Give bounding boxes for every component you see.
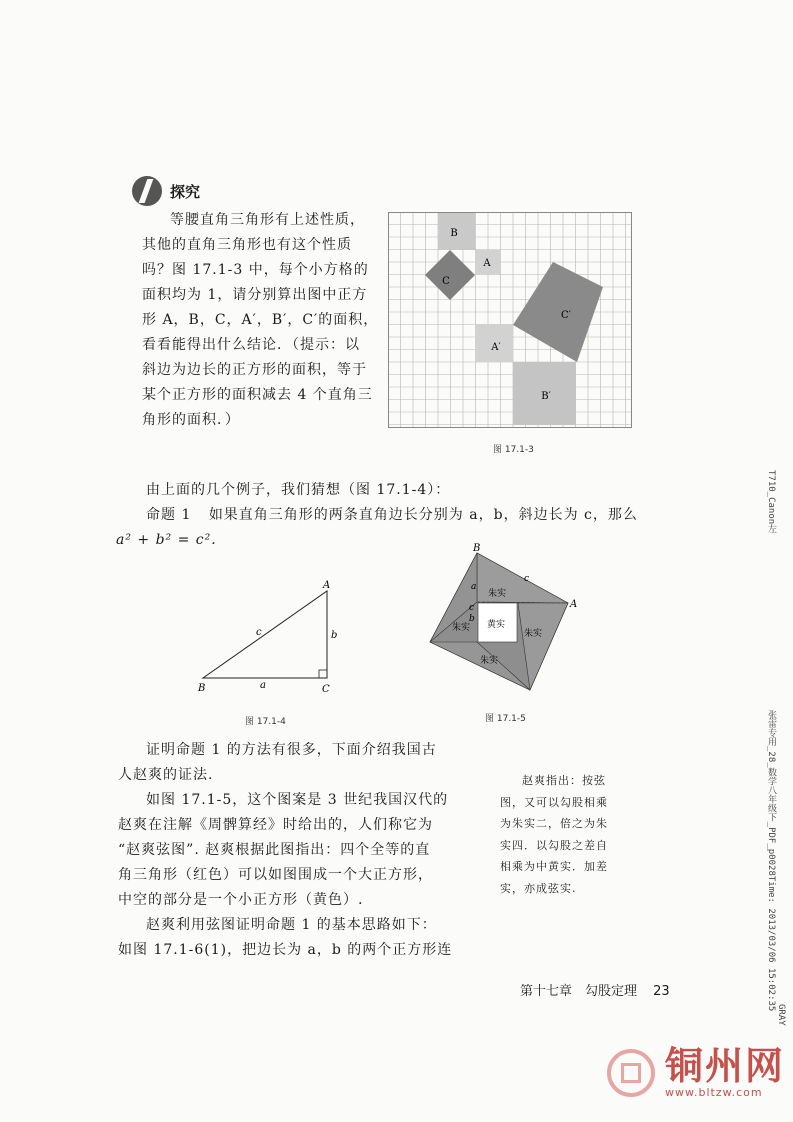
side-note-line: 实四．以勾股之差自 xyxy=(500,838,608,852)
square-C xyxy=(425,250,475,300)
side-note-line: 赵爽指出：按弦 xyxy=(522,774,606,787)
label-C: C xyxy=(442,276,450,287)
side-a: a xyxy=(471,582,477,592)
figure-17-1-4 xyxy=(190,575,350,700)
paragraph-3-line: 赵爽利用弦图证明命题 1 的基本思路如下： xyxy=(146,917,437,933)
figure-17-1-5-caption: 图 17.1-5 xyxy=(485,714,526,724)
grid-border xyxy=(389,213,632,428)
section-header xyxy=(132,176,200,206)
paragraph-2-line: 角三角形（红色）可以如图围成一个大正方形， xyxy=(118,867,433,883)
square-C-prime xyxy=(513,262,603,362)
zhushi-2: 朱实 xyxy=(524,629,543,639)
label-A-prime: A′ xyxy=(491,342,501,353)
proof-intro-line: 证明命题 1 的方法有很多，下面介绍我国古 xyxy=(146,742,437,758)
explore-line: 等腰直角三角形有上述性质， xyxy=(170,212,365,228)
page-number: 23 xyxy=(653,984,670,999)
side-b: b xyxy=(331,630,338,641)
paragraph-2-line: 如图 17.1-5，这个图案是 3 世纪我国汉代的 xyxy=(146,792,449,808)
side-note xyxy=(500,770,635,899)
paragraph-2-line: 中空的部分是一个小正方形（黄色）. xyxy=(118,892,364,908)
label-A: A xyxy=(483,258,491,269)
proof-intro xyxy=(118,738,498,788)
side-note-line: 为朱实二，倍之为朱 xyxy=(500,817,608,830)
explore-paragraph xyxy=(142,208,392,433)
side-a: a xyxy=(260,680,266,691)
zhushi-4: 朱实 xyxy=(452,623,471,633)
explore-line: 面积均为 1，请分别算出图中正方 xyxy=(142,287,368,303)
watermark-logo-icon xyxy=(607,1049,655,1097)
figure-17-1-3 xyxy=(388,212,632,428)
vertex-B: B xyxy=(473,543,481,554)
figure-17-1-4-caption: 图 17.1-4 xyxy=(245,717,286,727)
proposition-label: 命题 1 xyxy=(146,507,192,523)
explore-line: 形 A，B，C，A′，B′，C′的面积， xyxy=(142,312,379,328)
watermark xyxy=(607,1046,785,1099)
scanner-stamp: T710_Canon左 xyxy=(766,470,776,534)
paragraph-3 xyxy=(118,913,508,963)
side-note-line: 相乘为中黄实．加差 xyxy=(500,860,608,873)
paragraph-2-line: 赵爽在注解《周髀算经》时给出的，人们称它为 xyxy=(118,817,433,833)
figure-17-1-3-caption: 图 17.1-3 xyxy=(493,445,534,455)
proposition-text: 如果直角三角形的两条直角边长分别为 a，b，斜边长为 c，那么 xyxy=(208,507,638,523)
side-note-line: 图，又可以勾股相乘 xyxy=(500,795,608,809)
zhushi-3: 朱实 xyxy=(480,656,499,666)
figure-17-1-5 xyxy=(420,540,590,700)
proof-intro-line: 人赵爽的证法. xyxy=(118,767,214,783)
paragraph-2-line: “赵爽弦图”. 赵爽根据此图指出：四个全等的直 xyxy=(118,842,431,858)
section-title: 探究 xyxy=(170,182,201,201)
side-c: c xyxy=(256,627,262,638)
explore-line: 看看能得出什么结论．（提示：以 xyxy=(142,337,360,353)
watermark-url: www.bltzw.com xyxy=(665,1086,763,1099)
huangshi: 黄实 xyxy=(487,620,506,630)
side-c2: c xyxy=(469,603,475,613)
paragraph-2 xyxy=(118,788,498,913)
zhushi-1: 朱实 xyxy=(488,589,507,599)
explore-line: 其他的直角三角形也有这个性质 xyxy=(142,237,352,253)
label-B: B xyxy=(450,228,458,239)
vertex-A: A xyxy=(323,580,331,591)
explore-line: 角形的面积．） xyxy=(142,412,240,428)
vertex-A: A xyxy=(570,599,578,610)
vertex-C: C xyxy=(322,684,330,695)
file-stamp: 张雷专用_28_数学八年级下_PDF_p0028Time: 2013/03/06 15:02:35 xyxy=(766,710,776,1012)
chapter-title: 第十七章 勾股定理 xyxy=(520,984,638,999)
page-footer xyxy=(520,980,670,999)
explore-line: 斜边为边长的正方形的面积，等于 xyxy=(142,362,367,378)
side-b: b xyxy=(469,614,475,624)
vertex-B: B xyxy=(198,683,206,694)
right-triangle xyxy=(203,591,327,678)
intro-line: 由上面的几个例子，我们猜想（图 17.1-4）： xyxy=(146,482,451,498)
side-c: c xyxy=(524,574,530,584)
right-angle-mark xyxy=(319,670,327,678)
label-B-prime: B′ xyxy=(541,391,551,402)
grid-lines xyxy=(388,212,632,428)
paragraph-3-line: 如图 17.1-6(1)，把边长为 a，b 的两个正方形连 xyxy=(118,942,453,958)
explore-line: 某个正方形的面积减去 4 个直角三 xyxy=(142,387,373,403)
explore-icon xyxy=(132,176,162,206)
side-note-line: 实，亦成弦实. xyxy=(500,881,577,895)
proposition-formula: a² + b² = c². xyxy=(116,532,217,548)
proposition-line xyxy=(146,503,638,528)
label-C-prime: C′ xyxy=(561,310,571,321)
watermark-name: 铜州网 xyxy=(665,1044,786,1088)
gray-stamp: GRAY xyxy=(776,1004,786,1026)
explore-line: 吗？图 17.1-3 中，每个小方格的 xyxy=(142,262,369,278)
